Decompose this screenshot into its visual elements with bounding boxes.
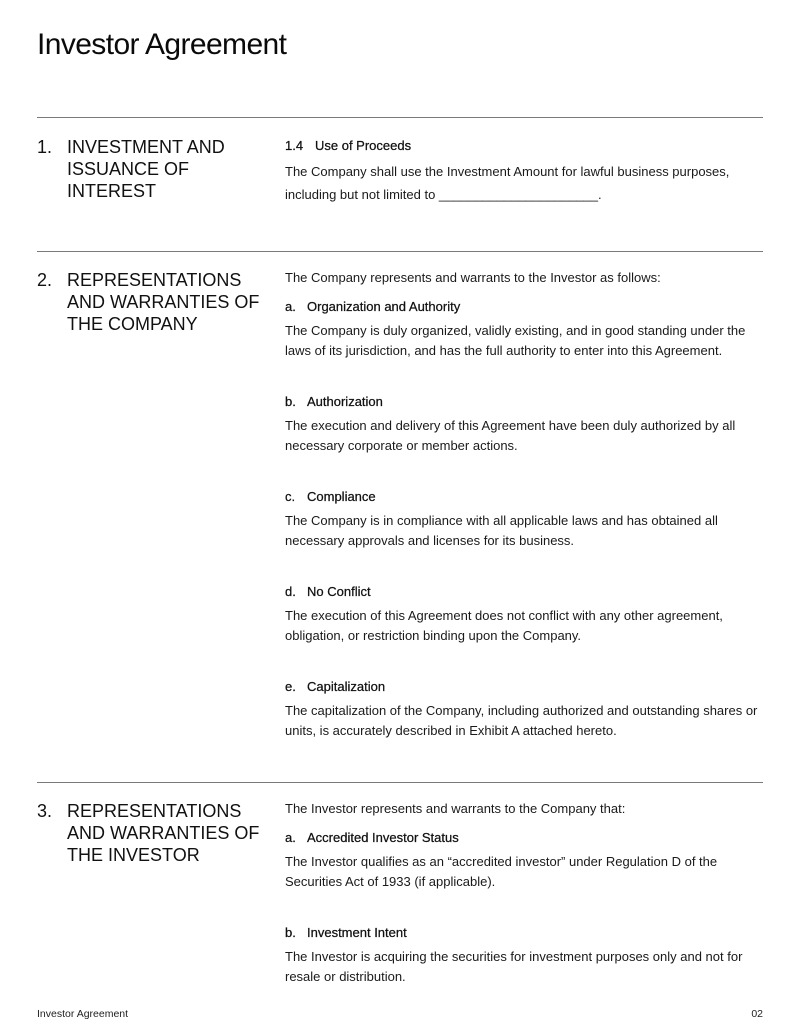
clause-heading	[285, 678, 765, 696]
section-divider	[37, 782, 763, 783]
section-title: REPRESENTATIONS AND WARRANTIES OF THE COMPANY	[67, 270, 260, 334]
section-body	[285, 137, 765, 238]
clause-label: d.	[285, 584, 296, 599]
document-title: Investor Agreement	[37, 28, 287, 61]
clause-heading	[285, 137, 765, 155]
section-heading	[37, 136, 267, 202]
section-heading	[37, 269, 267, 335]
clause-text: The Company is in compliance with all applicable laws and has obtained all necessary approvals and licenses for its business.	[285, 513, 718, 548]
clause-text: The Investor is acquiring the securities for investment purposes only and not for resale or distribution.	[285, 949, 743, 984]
clause-title: No Conflict	[307, 584, 371, 599]
clause-label: a.	[285, 299, 296, 314]
clause-title: Capitalization	[307, 679, 386, 694]
section-intro: The Investor represents and warrants to the Company that:	[285, 801, 626, 816]
section-number: 3.	[37, 801, 53, 821]
clause-accredited-investor-status	[285, 829, 765, 892]
clause-title: Investment Intent	[307, 925, 407, 940]
footer-document-name: Investor Agreement	[37, 1008, 129, 1020]
clause-text: The execution and delivery of this Agreement have been duly authorized by all necessary corporate or member actions.	[285, 418, 736, 453]
clause-label: e.	[285, 679, 296, 694]
footer-page-number: 02	[751, 1008, 763, 1020]
clause-no-conflict	[285, 583, 765, 646]
section-intro: The Company represents and warrants to the Investor as follows:	[285, 270, 661, 285]
clause-label: c.	[285, 489, 296, 504]
section-body	[285, 800, 765, 1019]
clause-heading	[285, 924, 765, 942]
clause-label: a.	[285, 830, 296, 845]
clause-label: 1.4	[285, 138, 304, 153]
clause-label: b.	[285, 925, 296, 940]
clause-text: The execution of this Agreement does not conflict with any other agreement, obligation, or restriction binding upon the Company.	[285, 608, 723, 643]
clause-title: Organization and Authority	[307, 299, 461, 314]
clause-text: The Company is duly organized, validly existing, and in good standing under the laws of its jurisdiction, and has the full authority to enter into this Agreement.	[285, 323, 746, 358]
clause-text: The Investor qualifies as an “accredited investor” under Regulation D of the Securities Act of 1933 (if applicable).	[285, 854, 718, 889]
clause-compliance	[285, 488, 765, 551]
clause-capitalization	[285, 678, 765, 741]
section-divider	[37, 251, 763, 252]
section-title: REPRESENTATIONS AND WARRANTIES OF THE INVESTOR	[67, 801, 260, 865]
clause-heading	[285, 298, 765, 316]
clause-title: Compliance	[307, 489, 376, 504]
section-divider	[37, 117, 763, 118]
clause-heading	[285, 393, 765, 411]
clause-investment-intent	[285, 924, 765, 987]
section-body	[285, 269, 765, 773]
section-number: 1.	[37, 137, 53, 157]
section-number: 2.	[37, 270, 53, 290]
clause-text: The capitalization of the Company, including authorized and outstanding shares or units, is accurately described in Exhibit A attached hereto.	[285, 703, 758, 738]
clause-authorization	[285, 393, 765, 456]
clause-heading	[285, 488, 765, 506]
clause-text: The Company shall use the Investment Amount for lawful business purposes, including but not limited to ______________________.	[285, 164, 730, 202]
clause-heading	[285, 829, 765, 847]
clause-title: Use of Proceeds	[315, 138, 412, 153]
clause-organization-and-authority	[285, 298, 765, 361]
clause-title: Authorization	[307, 394, 383, 409]
clause-use-of-proceeds	[285, 137, 765, 206]
clause-heading	[285, 583, 765, 601]
clause-label: b.	[285, 394, 296, 409]
section-heading	[37, 800, 267, 866]
section-title: INVESTMENT AND ISSUANCE OF INTEREST	[67, 137, 225, 201]
clause-title: Accredited Investor Status	[307, 830, 459, 845]
